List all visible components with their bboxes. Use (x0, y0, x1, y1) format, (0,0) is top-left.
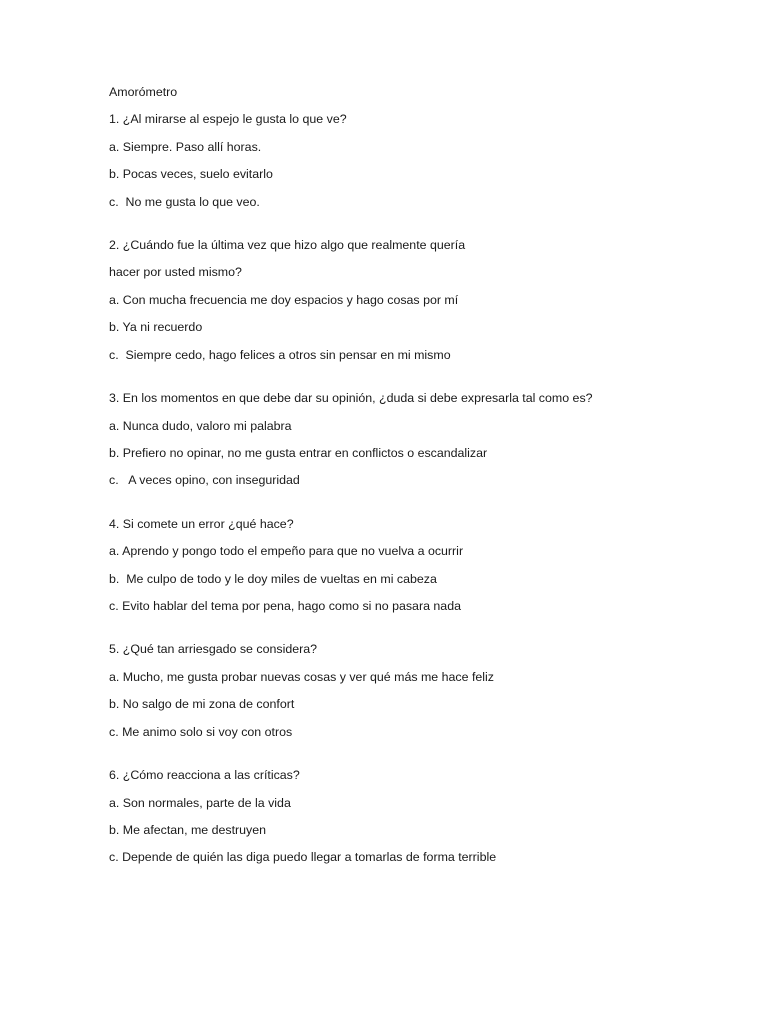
document-body (109, 84, 709, 893)
question-4 (109, 516, 709, 615)
question-text: 5. ¿Qué tan arriesgado se considera? (109, 642, 318, 657)
answer-option-b: b. Me culpo de todo y le doy miles de vueltas en mi cabeza (109, 571, 437, 586)
answer-option-a: a. Aprendo y pongo todo el empeño para que no vuelva a ocurrir (109, 544, 464, 559)
answer-option-c: c. Me animo solo si voy con otros (109, 724, 293, 739)
question-text: 1. ¿Al mirarse al espejo le gusta lo que ve? (109, 112, 347, 127)
document-title: Amorómetro (109, 85, 178, 99)
answer-option-b: b. Ya ni recuerdo (109, 320, 203, 335)
question-text: 3. En los momentos en que debe dar su opinión, ¿duda si debe expresarla tal como es? (109, 391, 593, 406)
answer-option-a: a. Nunca dudo, valoro mi palabra (109, 418, 292, 433)
answer-option-b: b. Me afectan, me destruyen (109, 822, 267, 837)
answer-option-b: b. Pocas veces, suelo evitarlo (109, 167, 273, 182)
answer-option-a: a. Siempre. Paso allí horas. (109, 139, 262, 154)
question-1 (109, 111, 709, 210)
answer-option-a: a. Mucho, me gusta probar nuevas cosas y ver qué más me hace feliz (109, 669, 494, 684)
answer-option-c: c. No me gusta lo que veo. (109, 194, 260, 209)
answer-option-c: c. Depende de quién las diga puedo llegar a tomarlas de forma terrible (109, 850, 497, 865)
answer-option-c: c. A veces opino, con inseguridad (109, 473, 300, 488)
question-text: 6. ¿Cómo reacciona a las críticas? (109, 768, 300, 783)
question-2 (109, 237, 709, 364)
question-text: 4. Si comete un error ¿qué hace? (109, 516, 294, 531)
answer-option-c: c. Siempre cedo, hago felices a otros sin pensar en mi mismo (109, 347, 451, 362)
answer-option-b: b. No salgo de mi zona de confort (109, 697, 295, 712)
answer-option-a: a. Con mucha frecuencia me doy espacios y hago cosas por mí (109, 292, 459, 307)
answer-option-b: b. Prefiero no opinar, no me gusta entrar en conflictos o escandalizar (109, 445, 488, 460)
question-5 (109, 641, 709, 740)
question-6 (109, 767, 709, 866)
answer-option-c: c. Evito hablar del tema por pena, hago como si no pasara nada (109, 598, 461, 613)
answer-option-a: a. Son normales, parte de la vida (109, 795, 291, 810)
question-text: 2. ¿Cuándo fue la última vez que hizo algo que realmente quería (109, 238, 466, 253)
question-text-continued: hacer por usted mismo? (109, 265, 242, 280)
question-3 (109, 390, 709, 489)
